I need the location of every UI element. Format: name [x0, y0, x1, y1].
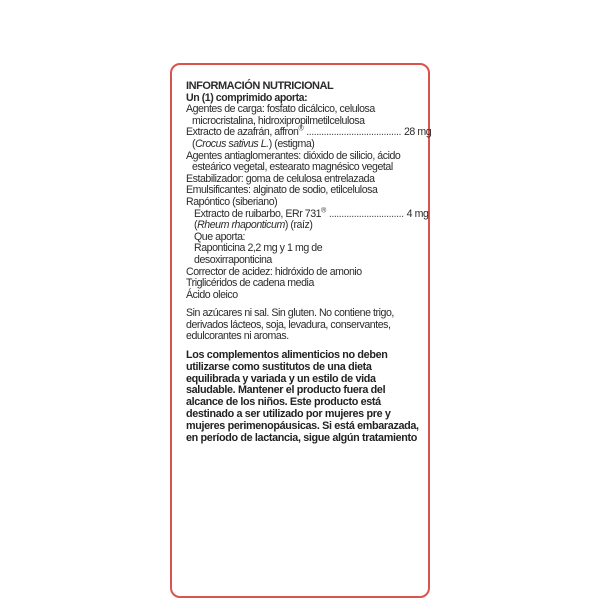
rhubarb-amount: 4 mg [406, 207, 429, 220]
crocus-latin: Crocus sativus L. [195, 137, 269, 150]
warning-line: destinado a ser utilizado por mujeres pre y [186, 408, 391, 421]
saffron-amount: 28 mg [403, 126, 432, 139]
free-from-line: Sin azúcares ni sal. Sin gluten. No contiene trigo, [186, 307, 394, 320]
registered-mark: ® [321, 207, 326, 214]
serving-subtitle: Un (1) comprimido aporta: [186, 91, 308, 104]
crocus-part: ) (estigma) [268, 137, 315, 150]
saffron-label: Extracto de azafrán, affron [186, 126, 299, 139]
label-title: INFORMACIÓN NUTRICIONAL [186, 80, 334, 92]
ingredient-bulking-agents: Agentes de carga: fosfato dicálcico, celulosa [186, 103, 375, 116]
rhubarb-label: Extracto de ruibarbo, ERr 731 [194, 207, 322, 220]
ingredient-mct: Triglicéridos de cadena media [186, 277, 314, 290]
warning-line: alcance de los niños. Este producto está [186, 396, 381, 409]
rhubarb-dots: .............................. [328, 207, 404, 220]
ingredient-oleic-acid: Ácido oleico [186, 288, 238, 301]
ingredient-anticaking-agents: Agentes antiaglomerantes: dióxido de silicio, ácido [186, 149, 401, 162]
saffron-dots: ...................................... [306, 126, 401, 139]
warning-line: en período de lactancia, sigue algún tratamiento [186, 431, 417, 444]
nutrition-label-card [170, 63, 430, 598]
ingredient-anticaking-agents-cont: esteárico vegetal, estearato magnésico vegetal [192, 161, 393, 174]
warning-line: utilizarse como sustitutos de una dieta [186, 360, 372, 373]
ingredient-stabilizer: Estabilizador: goma de celulosa entrelazada [186, 172, 375, 185]
rhubarb-latin-name: (Rheum rhaponticum) (raíz) [194, 219, 313, 232]
rheum-part: ) (raíz) [284, 219, 313, 232]
warning-line: equilibrada y variada y un estilo de vida [186, 372, 376, 385]
ingredient-acidity-corrector: Corrector de acidez: hidróxido de amonio [186, 265, 362, 278]
rhaponticin-amount: Raponticina 2,2 mg y 1 mg de [194, 242, 323, 255]
warning-line: Los complementos alimenticios no deben [186, 349, 388, 362]
rhaponticin-amount-cont: desoxirraponticina [194, 253, 272, 266]
ingredient-bulking-agents-cont: microcristalina, hidroxipropilmetilcelulosa [192, 114, 365, 127]
warning-line: saludable. Mantener el producto fuera del [186, 384, 386, 397]
rheum-latin: Rheum rhaponticum [197, 219, 285, 232]
free-from-line: edulcorantes ni aromas. [186, 330, 289, 343]
saffron-latin-name: (Crocus sativus L.) (estigma) [192, 137, 315, 150]
ingredient-emulsifiers: Emulsificantes: alginato de sodio, etilcelulosa [186, 184, 378, 197]
provides-label: Que aporta: [194, 230, 245, 243]
warning-line: mujeres perimenopáusicas. Si está embarazada, [186, 419, 419, 432]
free-from-line: derivados lácteos, soja, levadura, conservantes, [186, 318, 391, 331]
registered-mark: ® [298, 125, 304, 133]
ingredient-rhapontic: Rapóntico (siberiano) [186, 195, 278, 208]
